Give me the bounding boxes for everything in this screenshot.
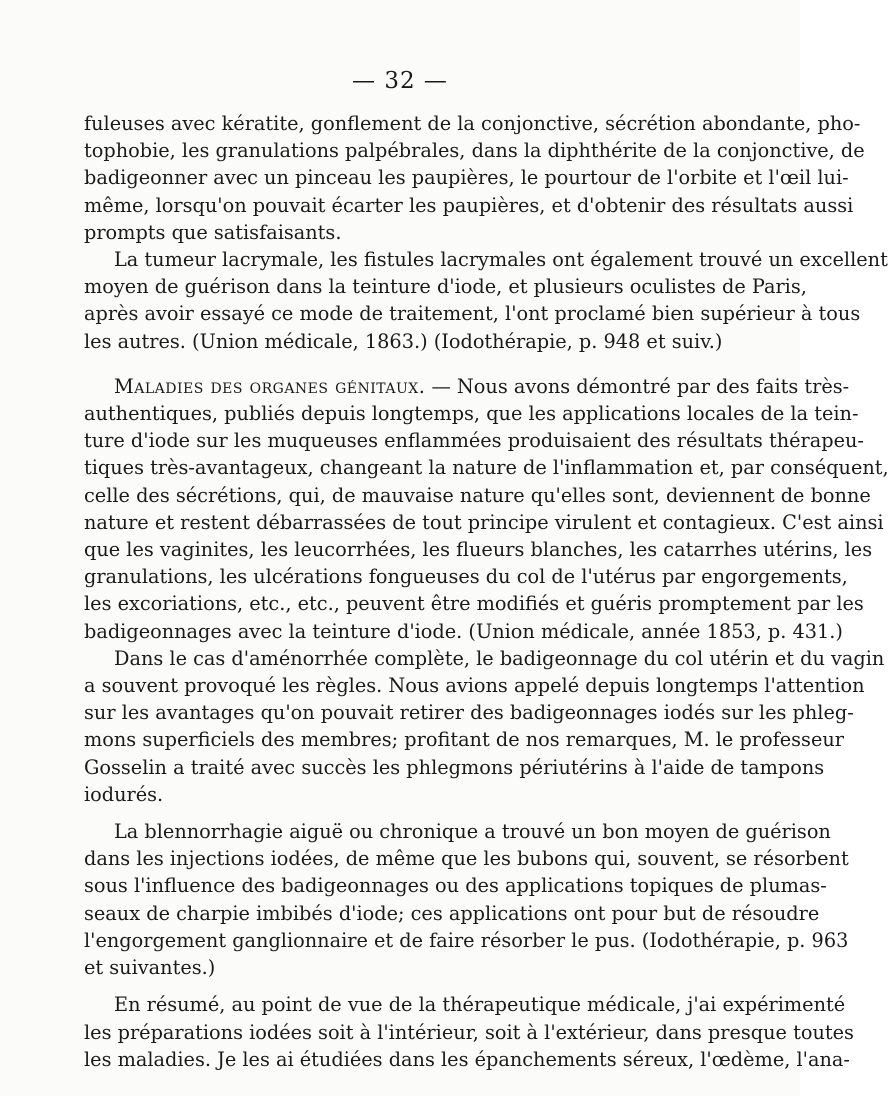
paragraph-2 (84, 246, 888, 355)
text-line-rest: — Nous avons démontré par des faits très- (425, 374, 850, 398)
text-line: mons superficiels des membres; profitant de nos remarques, M. le professeur (84, 728, 844, 752)
text-line: fuleuses avec kératite, gonflement de la conjonctive, sécrétion abondante, pho- (84, 112, 861, 135)
paragraph-3 (84, 373, 889, 645)
text-line: La tumeur lacrymale, les fistules lacrymales ont également trouvé un excellent (114, 248, 888, 272)
paragraph-gap (84, 981, 762, 991)
text-line: a souvent provoqué les règles. Nous avions appelé depuis longtemps l'attention (84, 674, 865, 698)
paragraph-gap (84, 355, 762, 373)
text-line: que les vaginites, les leucorrhées, les flueurs blanches, les catarrhes utérins, les (84, 538, 873, 562)
paragraph-gap (84, 808, 762, 818)
page-number: — 32 — (352, 68, 448, 94)
text-line: ture d'iode sur les muqueuses enflammées produisaient des résultats thérapeu- (84, 429, 864, 453)
text-line: iodurés. (84, 782, 164, 806)
text-line: les préparations iodées soit à l'intérieur, soit à l'extérieur, dans presque toutes (84, 1020, 854, 1044)
text-line: l'engorgement ganglionnaire et de faire résorber le pus. (Iodothérapie, p. 963 (84, 928, 849, 952)
text-line: les maladies. Je les ai étudiées dans les épanchements séreux, l'œdème, l'ana- (84, 1047, 850, 1071)
text-line: authentiques, publiés depuis longtemps, que les applications locales de la tein- (84, 402, 859, 426)
text-line: badigeonner avec un pinceau les paupières, le pourtour de l'orbite et l'œil lui- (84, 166, 849, 190)
text-line: après avoir essayé ce mode de traitement, l'ont proclamé bien supérieur à tous (84, 302, 861, 326)
text-line: seaux de charpie imbibés d'iode; ces applications ont pour but de résoudre (84, 901, 820, 925)
text-line: les autres. (Union médicale, 1863.) (Iodothérapie, p. 948 et suiv.) (84, 329, 723, 353)
text-line: Gosselin a traité avec succès les phlegmons périutérins à l'aide de tampons (84, 755, 825, 779)
text-line: même, lorsqu'on pouvait écarter les paupières, et d'obtenir des résultats aussi (84, 193, 854, 217)
paragraph-6 (84, 991, 854, 1073)
text-line: les excoriations, etc., etc., peuvent être modifiés et guéris promptement par les (84, 592, 864, 616)
paragraph-1 (84, 110, 865, 246)
body-text (84, 110, 889, 1073)
text-line: prompts que satisfaisants. (84, 220, 342, 244)
text-line: La blennorrhagie aiguë ou chronique a trouvé un bon moyen de guérison (114, 820, 831, 844)
text-line: et suivantes.) (84, 956, 216, 980)
text-line: moyen de guérison dans la teinture d'iode, et plusieurs oculistes de Paris, (84, 275, 807, 299)
text-line: sur les avantages qu'on pouvait retirer des badigeonnages iodés sur les phleg- (84, 701, 854, 725)
text-line (84, 373, 850, 400)
paragraph-4 (84, 645, 885, 808)
text-line: celle des sécrétions, qui, de mauvaise nature qu'elles sont, deviennent de bonne (84, 483, 871, 507)
text-line: tiques très-avantageux, changeant la nature de l'inflammation et, par conséquent, (84, 456, 889, 480)
paragraph-5 (84, 818, 849, 981)
text-line: Dans le cas d'aménorrhée complète, le badigeonnage du col utérin et du vagin (114, 646, 885, 670)
text-line: tophobie, les granulations palpébrales, dans la diphthérite de la conjonctive, de (84, 139, 865, 163)
text-line: badigeonnages avec la teinture d'iode. (Union médicale, année 1853, p. 431.) (84, 619, 843, 643)
text-line: dans les injections iodées, de même que les bubons qui, souvent, se résorbent (84, 847, 849, 871)
section-heading: Maladies des organes génitaux. (114, 374, 426, 398)
text-line: granulations, les ulcérations fongueuses du col de l'utérus par engorgements, (84, 565, 848, 589)
text-line: nature et restent débarrassées de tout principe virulent et contagieux. C'est ainsi (84, 510, 884, 534)
text-line: sous l'influence des badigeonnages ou des applications topiques de plumas- (84, 874, 827, 898)
text-line: En résumé, au point de vue de la thérapeutique médicale, j'ai expérimenté (114, 993, 846, 1017)
